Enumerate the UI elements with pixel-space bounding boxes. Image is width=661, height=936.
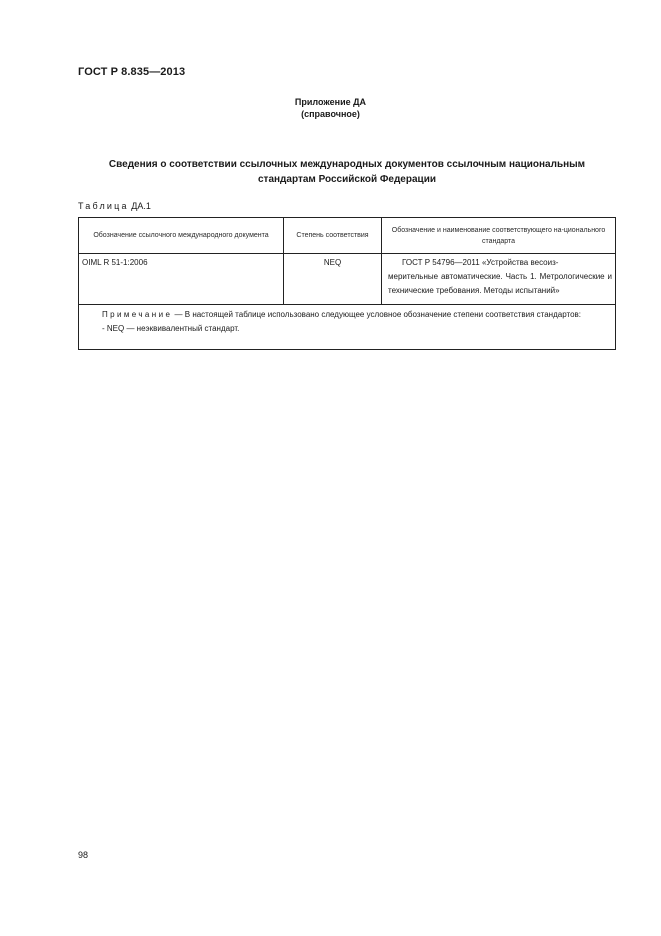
note-body: — В настоящей таблице использовано следующее условное обозначение степени соответствия стандартов: — [172, 310, 581, 319]
appendix-kind: (справочное) — [301, 109, 360, 119]
table-header-row — [79, 218, 616, 254]
page-number: 98 — [78, 850, 89, 860]
table-row — [79, 254, 616, 305]
section-title-line2: стандартам Российской Федерации — [258, 174, 436, 185]
note-item: - NEQ — неэквивалентный стандарт. — [102, 324, 240, 333]
cell-conformity-degree: NEQ — [284, 254, 382, 305]
note-text — [82, 308, 612, 322]
table-caption-id: ДА.1 — [131, 201, 151, 211]
header-international-doc: Обозначение ссылочного международного документа — [79, 218, 284, 254]
table-note-row — [79, 305, 616, 350]
appendix-title: Приложение ДА — [294, 97, 367, 107]
table-caption — [78, 201, 151, 211]
header-national-standard: Обозначение и наименование соответствующего на-ционального стандарта — [382, 218, 616, 254]
section-title-line1: Сведения о соответствии ссылочных международных документов ссылочным национальным — [108, 159, 586, 170]
section-title — [78, 157, 616, 187]
document-code: ГОСТ Р 8.835—2013 — [78, 66, 186, 78]
national-standard-line1: ГОСТ Р 54796—2011 «Устройства весоиз- — [402, 258, 559, 267]
cell-national-standard — [382, 254, 616, 305]
header-conformity-degree: Степень соответствия — [284, 218, 382, 254]
note-label: Примечание — [102, 310, 173, 319]
table-note — [79, 305, 616, 350]
correspondence-table — [78, 217, 616, 350]
cell-international-doc: OIML R 51-1:2006 — [79, 254, 284, 305]
table-caption-label: Таблица — [78, 201, 129, 211]
national-standard-rest: мерительные автоматические. Часть 1. Метрологические и технические требования. Методы испытаний» — [388, 272, 612, 295]
